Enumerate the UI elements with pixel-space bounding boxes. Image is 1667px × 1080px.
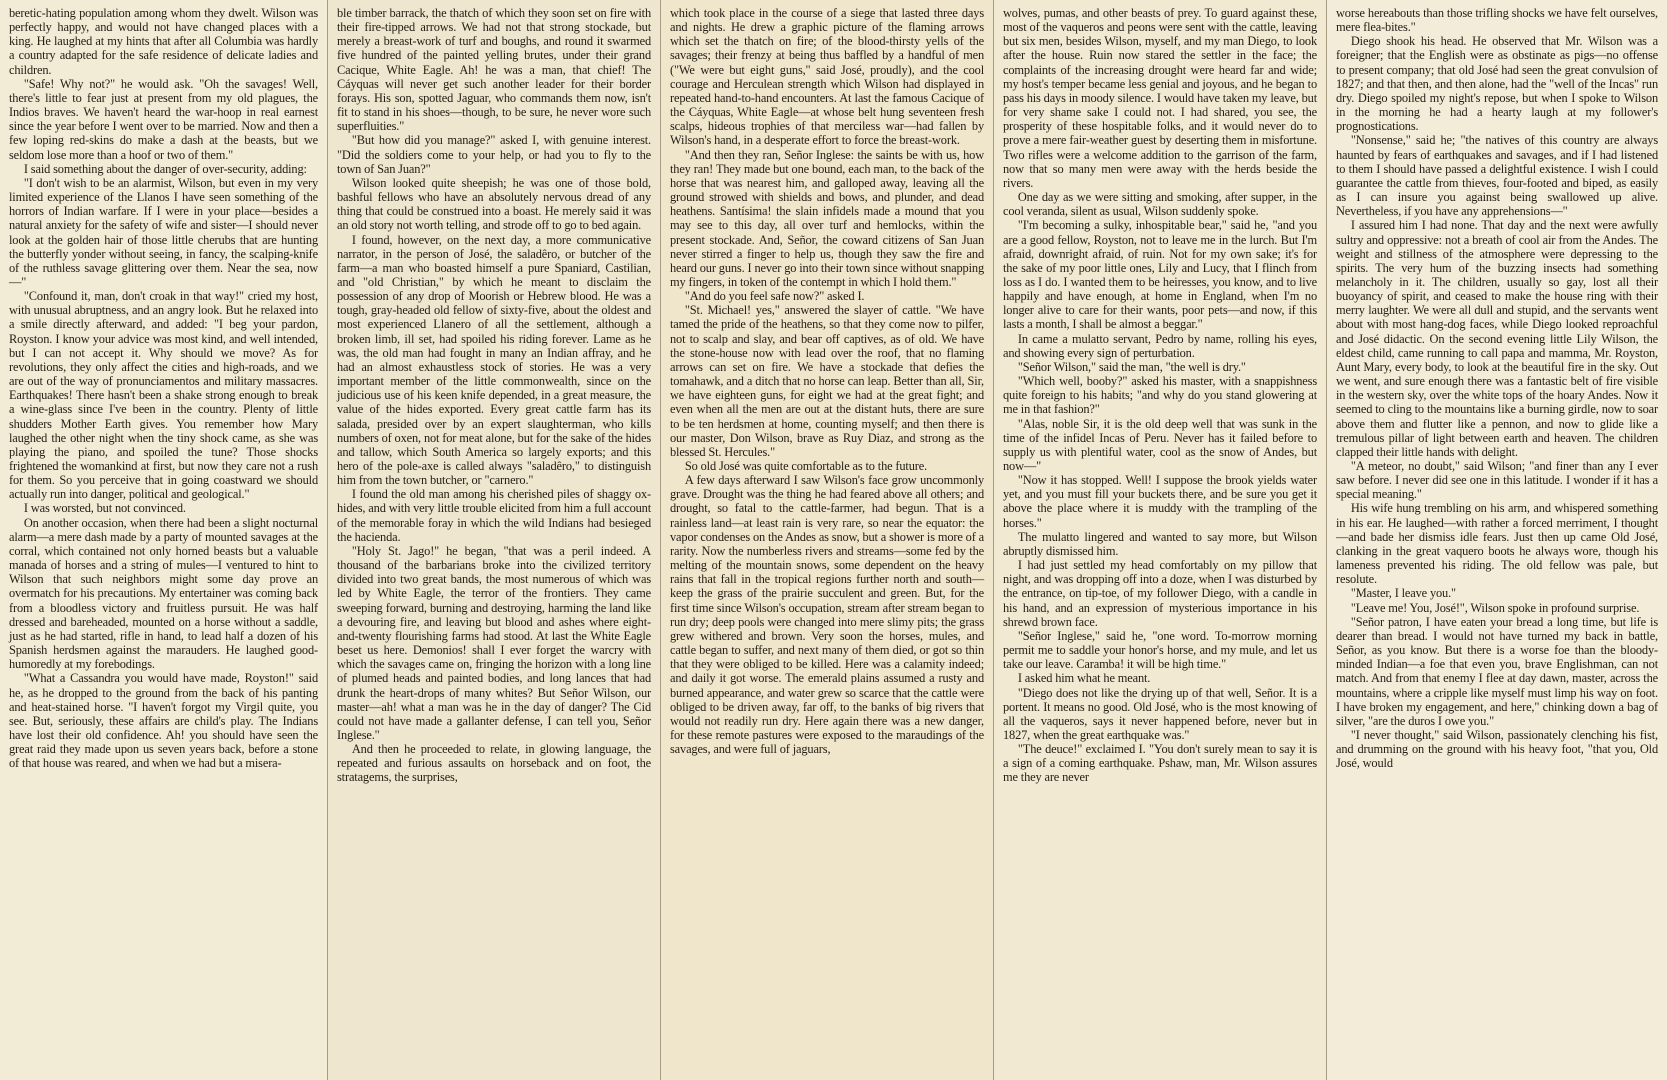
paragraph: So old José was quite comfortable as to the future.: [684, 459, 928, 473]
paragraph: "I'm becoming a sulky, inhospitable bear," said he, "and you are a good fellow, Royston, not to leave me in the lurch. But I'm afraid, downright afraid, of ruin. Not for my own sake; it's for the sake of my poor little ones, Lily and Lucy, that I flinch from loss as I do. I wanted them to be heiresses, you know, and to live happily and have enough, at home in England, when I'm no longer alive to care for their wants, poor pets—and now, if this lasts a month, I shall be almost a beggar.": [1003, 218, 1317, 332]
paragraph: In came a mulatto servant, Pedro by name, rolling his eyes, and showing every sign of perturbation.: [1003, 331, 1317, 360]
paragraph: I had just settled my head comfortably on my pillow that night, and was dropping off into a doze, when I was disturbed by the entrance, on tip-toe, of my follower Diego, with a candle in his hand, and an expression of mysterious importance in his shrewd brown face.: [1003, 558, 1317, 629]
paragraph: "Señor Inglese," said he, "one word. To-morrow morning permit me to saddle your honor's horse, and my mule, and let us take our leave. Caramba! it will be high time.": [1003, 628, 1317, 672]
column-5: [1326, 0, 1667, 1080]
paragraph: "Alas, noble Sir, it is the old deep well that was sunk in the time of the infidel Incas of Peru. Never has it failed before to supply us with plentiful water, cool as the snow of Andes, but now—": [1003, 416, 1317, 473]
paragraph: "The deuce!" exclaimed I. "You don't surely mean to say it is a sign of a coming earthquake. Pshaw, man, Mr. Wilson assures me they are never: [1003, 742, 1317, 785]
paragraph: I assured him I had none. That day and the next were awfully sultry and oppressive: not a breath of cool air from the Andes. The weight and stillness of the atmosphere were depressing to the spirits. The very hum of the buzzing insects had something melancholy in it. The children, usually so gay, lost all their buoyancy of spirit, and ceased to make the house ring with their merry laughter. We were all dull and stupid, and the servants went about with most hang-dog faces, while Diego looked reproachful and José didactic. On the second evening little Lily Wilson, the eldest child, came running to call papa and mamma, Mr. Royston, Aunt Mary, every body, to look at the beautiful fire in the sky. Out we went, and sure enough there was a fantastic belt of fire visible in the western sky, over the white tops of the hoary Andes. Now it seemed to cling to the mountains like a burning girdle, now to soar above them and flutter like a pennon, and now to glide like a tremulous pillar of light between earth and heaven. The children clapped their little hands with delight.: [1336, 218, 1658, 459]
paragraph: "St. Michael! yes," answered the slayer of cattle. "We have tamed the pride of the heathens, so that they come now to pilfer, not to scalp and slay, and bear off captives, as of old. We have the stone-house now with lead over the roof, that no flaming arrows can set on fire. We have a stockade that defies the tomahawk, and a ditch that no horse can leap. Better than all, Sir, we have eighteen guns, for eight we had at the great fight; and even when all the men are out at the distant huts, there are sure to be ten herdsmen at home, counting myself; and then there is our master, Don Wilson, brave as Ruy Diaz, and strong as the blessed St. Hercules.": [670, 303, 984, 459]
paragraph: "And then they ran, Señor Inglese: the saints be with us, how they ran! They made but one bound, each man, to the back of the horse that was nearest him, and galloped away, leaving all the ground strowed with shields and bows, and plunder, and dead heathens. Santísima! the slain infidels made a mound that you may see to this day, all over turf and hemlocks, within the present stockade. And, Señor, the coward citizens of San Juan never stirred a finger to help us, though they saw the fire and heard our guns. I never go into their town since without snapping my fingers, in token of the contempt in which I hold them.": [670, 147, 984, 289]
paragraph: "Señor patron, I have eaten your bread a long time, but life is dearer than bread. I would not have turned my back in battle, Señor, as you know. But there is a worse foe than the bloody-minded Indian—a foe that even you, brave Englishman, can not match. And from that enemy I flee at day dawn, master, across the mountains, where a cripple like myself must limp his way on foot. I have broken my engagement, and here," chinking down a bag of silver, "are the duros I owe you.": [1336, 614, 1658, 728]
paragraph: "Señor Wilson," said the man, "the well is dry.": [1017, 359, 1246, 374]
paragraph: "What a Cassandra you would have made, Royston!" said he, as he dropped to the ground from the back of his panting and heat-stained horse. "I haven't forgot my Virgil quite, you see. But, seriously, these affairs are child's play. The Indians have lost their old confidence. Ah! you should have seen the great raid they made upon us seven years back, before a stone of that house was reared, and when we had but a misera-: [9, 671, 318, 771]
paragraph: And then he proceeded to relate, in glowing language, the repeated and furious assaults on horseback and on foot, the stratagems, the surprises,: [337, 742, 651, 785]
paragraph: I found, however, on the next day, a more communicative narrator, in the person of José, the saladêro, or butcher of the farm—a man who boasted himself a pure Spaniard, Castilian, and "old Christian," by which he meant to disclaim the possession of any drop of Moorish or Hebrew blood. He was a tough, gray-headed old fellow of sixty-five, about the oldest and most experienced Llanero of all the settlement, although a broken limb, ill set, had spoiled his riding forever. Lame as he was, the old man had fought in many an Indian affray, and he had an almost exhaustless stock of stories. He was a very important member of the little commonwealth, since on the judicious use of his keen knife depended, in a great measure, the value of the hides exported. Every great cattle farm has its salada, presided over by an expert slaughterman, who kills numbers of oxen, not for meat alone, but for the sake of the hides and tallow, which South America so largely exports; and this hero of the pole-axe is called always "saladêro," to distinguish him from the town butcher, or "carnero.": [337, 232, 651, 488]
paragraph: ble timber barrack, the thatch of which they soon set on fire with their fire-tipped arrows. We had not that strong stockade, but merely a breast-work of turf and boughs, and round it swarmed five hundred of the painted yelling brutes, under their grand Cacique, White Eagle. Ah! he was a man, that chief! The Cáyquas will never get such another leader for their border forays. His son, spotted Jaguar, who commands them now, isn't fit to stand in his shoes—though, to be sure, he never wore such superfluities.": [337, 6, 651, 134]
paragraph: "Master, I leave you.": [1350, 586, 1456, 601]
paragraph: I found the old man among his cherished piles of shaggy ox-hides, and with very little trouble elicited from him a full account of the memorable foray in which the wild Indians had besieged the hacienda.: [337, 487, 651, 544]
paragraph: I said something about the danger of over-security, adding:: [23, 161, 307, 176]
paragraph: "But how did you manage?" asked I, with genuine interest. "Did the soldiers come to your help, or had you to fly to the town of San Juan?": [337, 133, 651, 176]
paragraph: "Now it has stopped. Well! I suppose the brook yields water yet, and you must fill your buckets there, and be sure you get it above the place where it is muddy with the trampling of the horses.": [1003, 473, 1317, 530]
paragraph: A few days afterward I saw Wilson's face grow uncommonly grave. Drought was the thing he had feared above all others; and drought, so fatal to the cattle-farmer, had begun. That is a rainless land—at least rain is very rare, so near the equator: the vapor condenses on the Andes as snow, but a shower is more of a rarity. Now the numberless rivers and streams—some fed by the melting of the mountain snows, some dependent on the heavy rains that fall in the tropical regions further north and south—keep the grass of the prairie succulent and green. But, for the first time since Wilson's occupation, stream after stream began to run dry; deep pools were changed into mere slimy pits; the grass grew withered and brown. Very soon the horses, mules, and cattle began to suffer, and next many of them died, or got so thin that they were obliged to be killed. Here was a calamity indeed; and daily it got worse. The emerald plains assumed a rusty and burned appearance, and water grew so scarce that the cattle were obliged to be driven away, far off, to the banks of big rivers that would not readily run dry. Here again there was a new danger, for these remote pastures were exposed to the maraudings of the savages, and were full of jaguars,: [670, 473, 984, 757]
paragraph: "Confound it, man, don't croak in that way!" cried my host, with unusual abruptness, and an angry look. But he relaxed into a smile directly afterward, and added: "I beg your pardon, Royston. I know your advice was most kind, and well intended, but I can not accept it. Why should we move? As for revolutions, they only affect the cities and high-roads, and we are out of the way of pronunciamentos and military massacres. Earthquakes! There hasn't been a shake strong enough to break a wine-glass since I've been in the country. Plenty of little shudders Mother Earth gives. You remember how Mary laughed the other night when the tiny shock came, as she was playing the piano, and spoiled the tune? Those shocks frightened the womankind at first, but now they care not a rush for them. So you perceive that in going coastward we should actually run into danger, political and geological.": [9, 289, 318, 502]
paragraph: "A meteor, no doubt," said Wilson; "and finer than any I ever saw before. I never did see one in this latitude. I wonder if it has a special meaning.": [1336, 459, 1658, 502]
paragraph: "Which well, booby?" asked his master, with a snappishness quite foreign to his habits; "and why do you stand glowering at me in that fashion?": [1003, 374, 1317, 417]
paragraph: I was worsted, but not convinced.: [23, 501, 186, 516]
column-1: [0, 0, 327, 1080]
paragraph: I asked him what he meant.: [1017, 671, 1151, 686]
paragraph: "I don't wish to be an alarmist, Wilson, but even in my very limited experience of the Llanos I have seen something of the horrors of Indian warfare. If I were in your place—besides a natural anxiety for the safety of wife and sister—I should never look at the golden hair of those little cherubs that are hunting the butterfly yonder without seeing, in fancy, the scalping-knife of the ruthless savage glittering over them. Near the sea, now—": [9, 175, 318, 289]
paragraph: which took place in the course of a siege that lasted three days and nights. He drew a graphic picture of the flaming arrows which set the thatch on fire; of the blood-thirsty yells of the savages; their frenzy at being thus baffled by a handful of men ("We were but eight guns," said José, proudly), and the cool courage and Herculean strength which Wilson had displayed in repeated hand-to-hand encounters. At last the famous Cacique of the Cáyquas, White Eagle—at whose belt hung seventeen fresh scalps, hideous trophies of that merciless war—had fallen by Wilson's hand, in a desperate effort to force the breast-work.: [670, 6, 984, 148]
paragraph: beretic-hating population among whom they dwelt. Wilson was perfectly happy, and would not have changed places with a king. He laughed at my hints that after all Columbia was hardly a country adapted for the safe residence of delicate ladies and children.: [9, 6, 318, 77]
paragraph: worse hereabouts than those trifling shocks we have felt ourselves, mere flea-bites.": [1336, 6, 1658, 35]
paragraph: His wife hung trembling on his arm, and whispered something in his ear. He laughed—with rather a forced merriment, I thought—and bade her dismiss idle fears. Just then up came Old José, clanking in the great vaquero boots he always wore, though his lameness prevented his riding. The old fellow was pale, but resolute.: [1336, 501, 1658, 587]
paragraph: The mulatto lingered and wanted to say more, but Wilson abruptly dismissed him.: [1003, 529, 1317, 558]
paragraph: On another occasion, when there had been a slight nocturnal alarm—a mere dash made by a party of mounted savages at the corral, which contained not only horned beasts but a valuable manada of horses and a string of mules—I ventured to hint to Wilson that such neighbors might some day prove an overmatch for his precautions. My entertainer was coming back from a bloodless victory and fruitless pursuit. He was half dressed and bareheaded, mounted on a horse without a saddle, just as he had started, rifle in hand, to lead half a dozen of his Spanish herdsmen against the marauders. He laughed good-humoredly at my forebodings.: [9, 515, 318, 672]
paragraph: One day as we were sitting and smoking, after supper, in the cool veranda, silent as usual, Wilson suddenly spoke.: [1003, 190, 1317, 219]
column-4: [993, 0, 1326, 1080]
paragraph: Diego shook his head. He observed that Mr. Wilson was a foreigner; that the English were as obstinate as pigs—no offense to present company; that old José had seen the great convulsion of 1827; and that then, and then alone, had the "well of the Incas" run dry. Diego spoiled my night's repose, but when I spoke to Wilson in the morning he had a hearty laugh at my follower's prognostications.: [1336, 34, 1658, 134]
column-2: [327, 0, 660, 1080]
paragraph: "And do you feel safe now?" asked I.: [684, 289, 865, 304]
paragraph: "Leave me! You, José!", Wilson spoke in profound surprise.: [1350, 600, 1640, 615]
paragraph: Wilson looked quite sheepish; he was one of those bold, bashful fellows who have an absolutely nervous dread of any thing that could be construed into a boast. He merely said it was an old story not worth telling, and strode off to go to bed again.: [337, 175, 651, 233]
paragraph: "Nonsense," said he; "the natives of this country are always haunted by fears of earthquakes and savages, and if I had listened to them I should have passed a delightful existence. I wish I could guarantee the cattle from thieves, four-footed and biped, as easily as I can insure you against being swallowed up alive. Nevertheless, if you have any apprehensions—": [1336, 133, 1658, 219]
paragraph: "Safe! Why not?" he would ask. "Oh the savages! Well, there's little to fear just at present from my old plagues, the Indios braves. We haven't heard the war-hoop in real earnest since the year before I went over to be married. Now and then a few loping red-skins do make a dash at the beasts, but we seldom lose more than a hoof or two of them.": [9, 76, 318, 162]
paragraph: "Holy St. Jago!" he began, "that was a peril indeed. A thousand of the barbarians broke into the civilized territory divided into two great bands, the most numerous of which was led by White Eagle, the terror of the frontiers. They came sweeping forward, burning and destroying, harming the land like a devouring fire, and leaving but blood and ashes where eight-and-twenty flourishing farms had stood. At last the White Eagle beset us here. Demonios! shall I ever forget the warcry with which the savages came on, fringing the horizon with a long line of plumed heads and painted bodies, and long lances that had drunk the heart-drops of many whites? But Señor Wilson, our master—ah! what a man was he in the day of danger? The Cid could not have made a gallanter defense, I can tell you, Señor Inglese.": [337, 543, 651, 742]
paragraph: wolves, pumas, and other beasts of prey. To guard against these, most of the vaqueros and peons were sent with the cattle, leaving but six men, besides Wilson, myself, and my man Diego, to look after the house. Ruin now stared the settler in the face; the complaints of the increasing drought were heard far and wide; my host's temper became less genial and joyous, and he began to pass his days in moody silence. I would have taken my leave, but for very shame sake I could not. I had shared, you see, the prosperity of these hospitable folks, and it would never do to prove a mere fair-weather guest by deserting them in misfortune. Two rifles were a welcome addition to the garrison of the farm, now that so many men were away with the herds beside the rivers.: [1003, 6, 1317, 190]
paragraph: "I never thought," said Wilson, passionately clenching his fist, and drumming on the ground with his heavy foot, "that you, Old José, would: [1336, 727, 1658, 771]
paragraph: "Diego does not like the drying up of that well, Señor. It is a portent. It means no good. Old José, who is the most knowing of all the vaqueros, says it never happened before, never but in 1827, when the great earthquake was.": [1003, 685, 1317, 742]
column-3: [660, 0, 993, 1080]
